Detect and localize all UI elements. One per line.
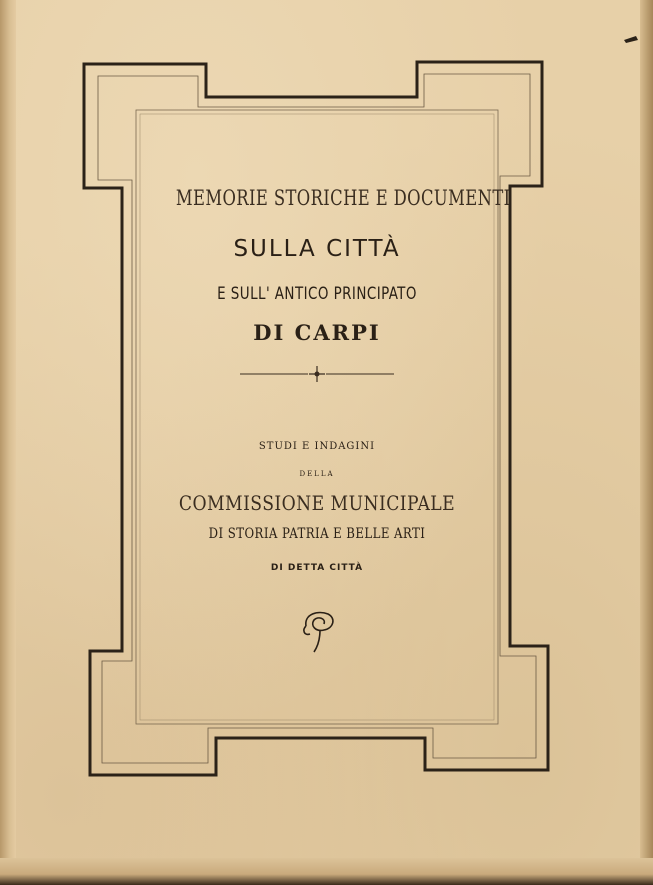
author-line-3: DI DETTA CITTÀ (270, 563, 364, 573)
inner-frame-line (98, 74, 536, 763)
subtitle-line-2: DELLA (299, 470, 335, 478)
author-line-1: COMMISSIONE MUNICIPALE (178, 491, 456, 515)
title-line-2: SULLA CITTÀ (233, 236, 401, 262)
ornament-divider (240, 366, 394, 382)
title-line-1: MEMORIE STORICHE E DOCUMENTI (175, 186, 511, 210)
monogram-ornament (304, 613, 333, 653)
subtitle-line-1: STUDI E INDAGINI (258, 441, 376, 452)
outer-frame-line (84, 62, 548, 775)
author-line-2: DI STORIA PATRIA E BELLE ARTI (208, 526, 426, 542)
title-line-3: E SULL' ANTICO PRINCIPATO (217, 284, 417, 304)
title-line-4: DI CARPI (253, 320, 381, 345)
ink-speck (624, 36, 638, 43)
